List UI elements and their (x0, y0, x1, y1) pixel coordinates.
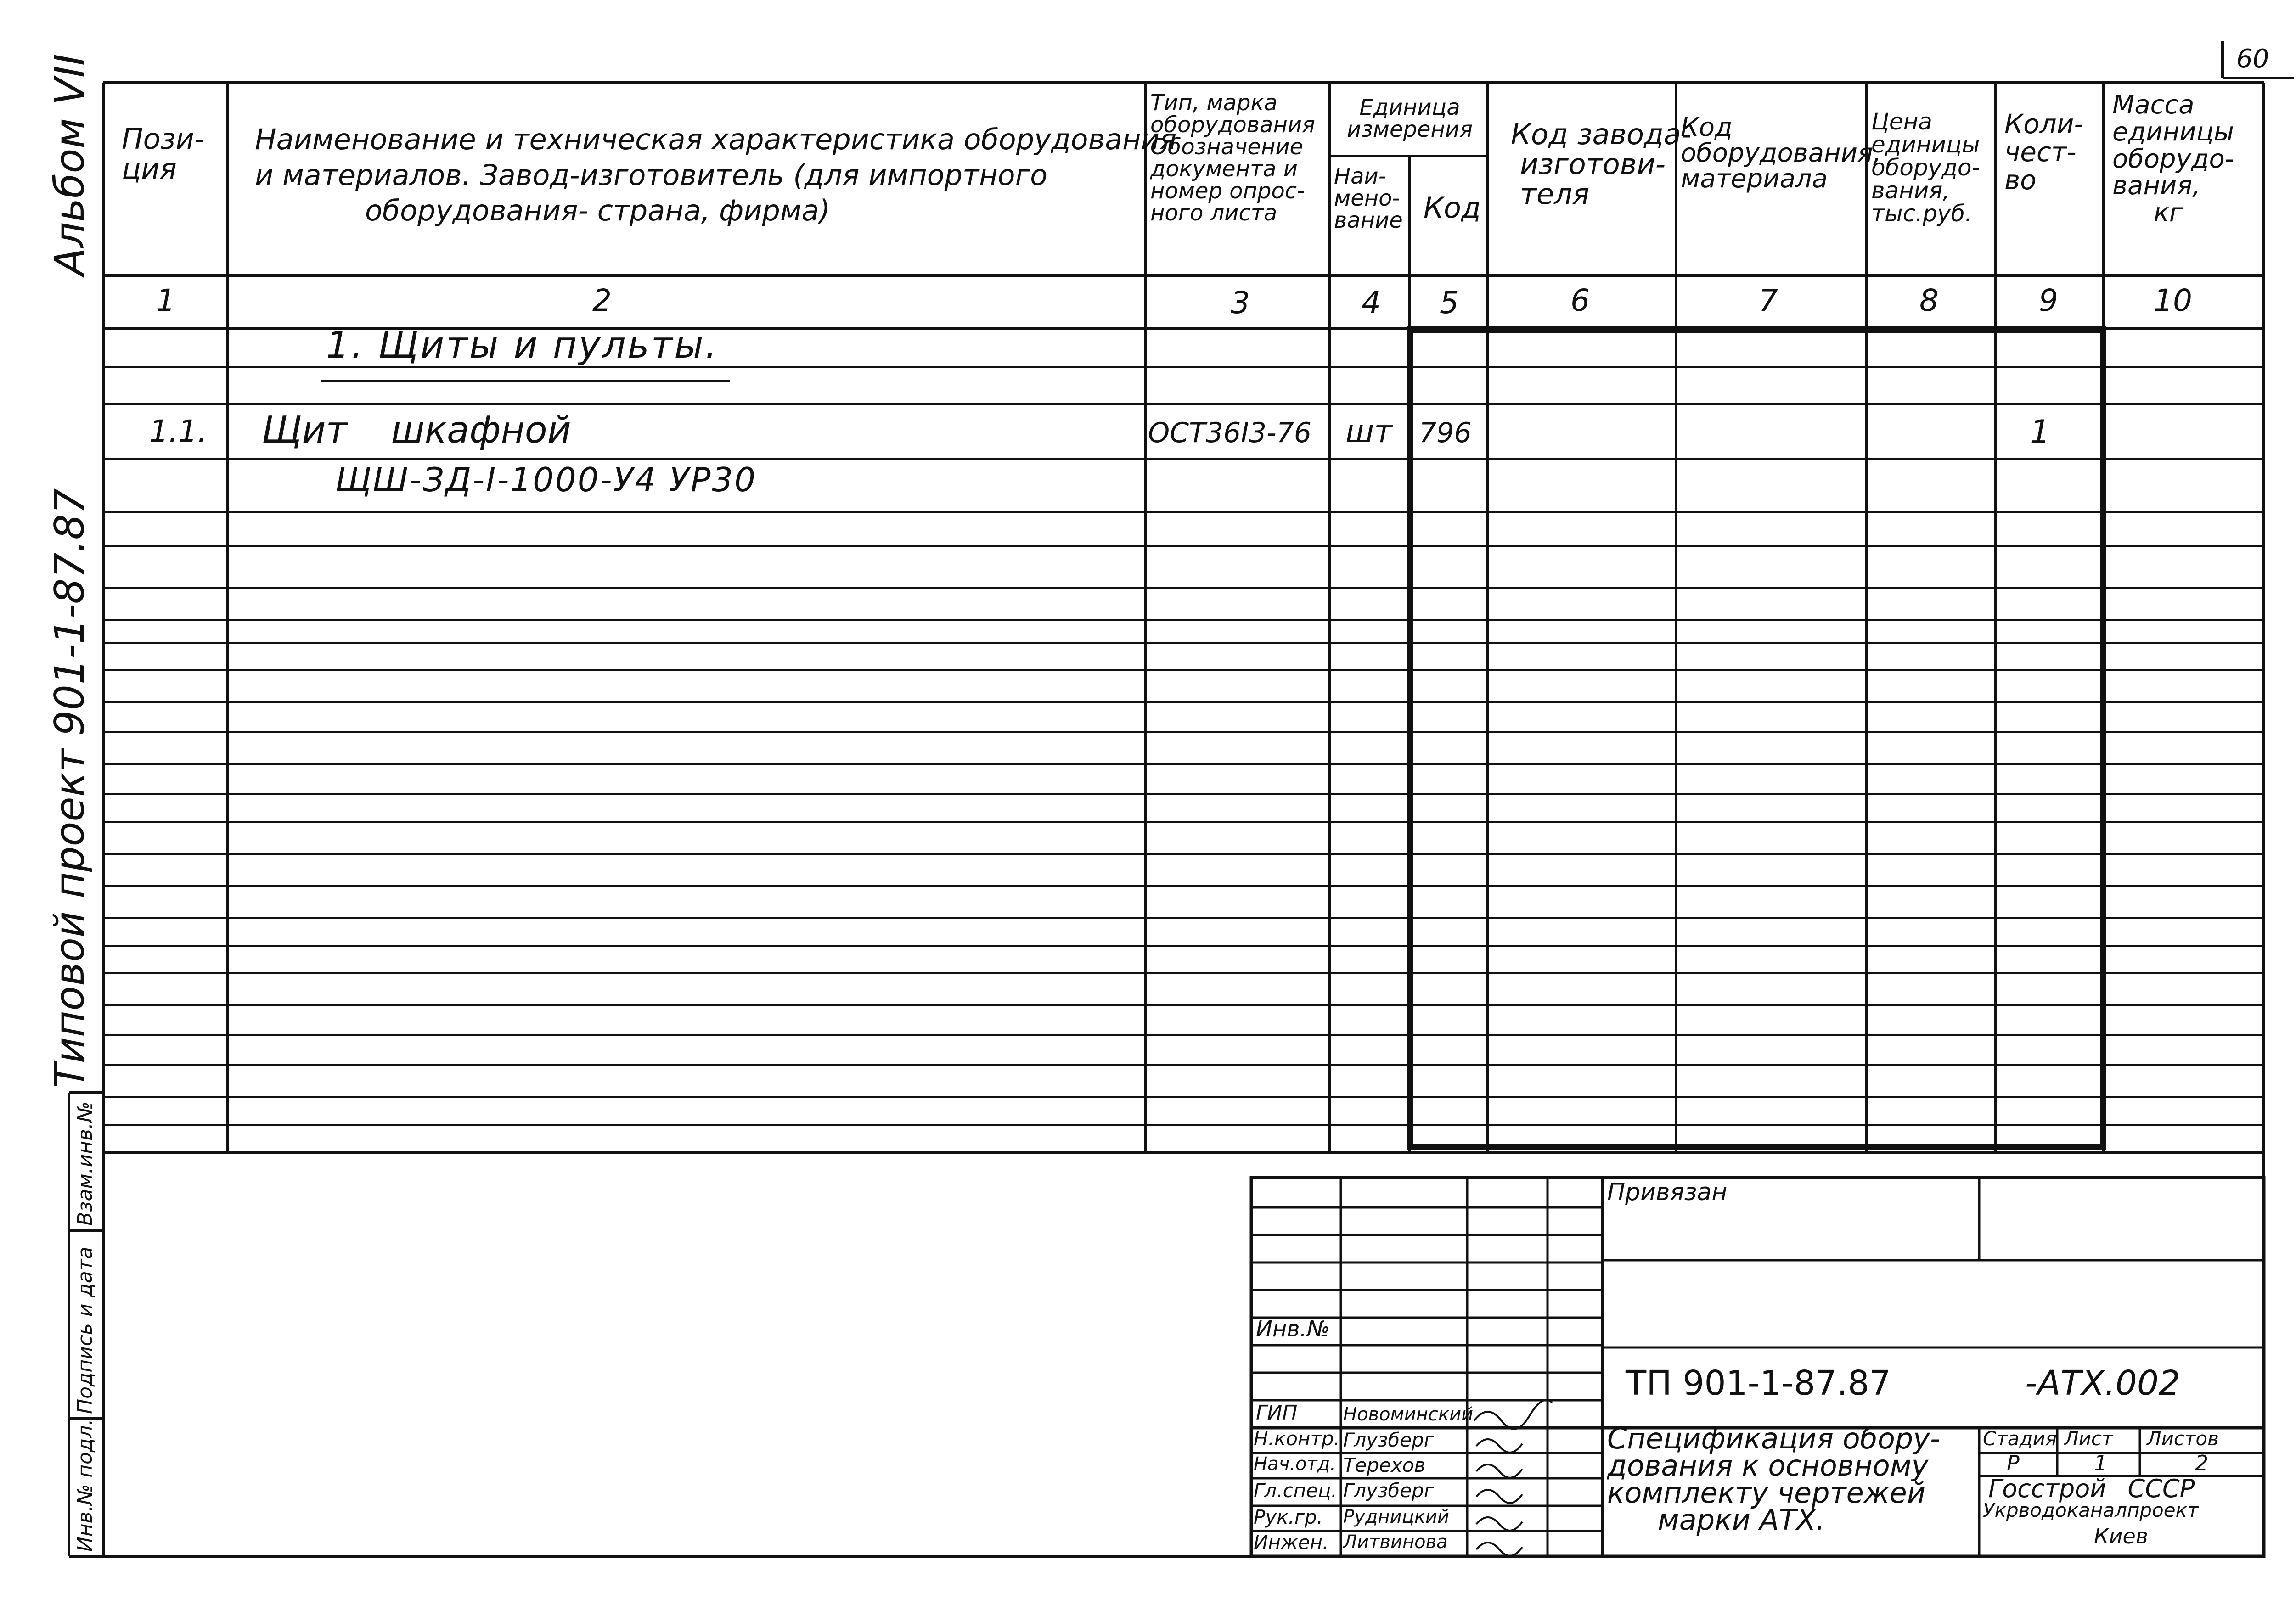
stamp-name-0: Новоминский (1343, 1404, 1474, 1425)
stamp-role-1: Н.контр. (1254, 1427, 1340, 1450)
header-unit-code: Код (1424, 191, 1481, 224)
col-number-10: 10 (2154, 283, 2192, 318)
header-type: Тип, марка оборудования Обозначение документа и номер опрос- ного листа (1150, 90, 1315, 226)
podpis-data-label: Подпись и дата (73, 1246, 97, 1414)
row-type: ОСТ36I3-76 (1148, 417, 1311, 449)
header-position: Пози- ция (122, 122, 205, 186)
stamp-role-2: Нач.отд. (1254, 1453, 1336, 1475)
stamp-role-4: Рук.гр. (1254, 1506, 1323, 1528)
col-number-9: 9 (2039, 283, 2058, 318)
stamp-inv-no: Инв.№ (1256, 1316, 1330, 1342)
header-equipment-code: Код оборудования, материала (1681, 112, 1881, 194)
header-unit-name: Наи- мено- вание (1334, 163, 1403, 233)
stamp-role-3: Гл.спец. (1254, 1479, 1337, 1502)
header-unit-group: Единица измерения (1347, 95, 1473, 142)
stamp-list: 1 (2094, 1451, 2108, 1476)
col-number-6: 6 (1570, 283, 1590, 318)
stamp-name-4: Рудницкий (1343, 1506, 1449, 1527)
header-factory-code: Код завода- изготови- теля (1511, 118, 1692, 211)
stamp-name-3: Глузберг (1343, 1479, 1434, 1502)
stamp-doc-suffix: -АТХ.002 (2025, 1364, 2180, 1403)
stamp-org3: Киев (2094, 1524, 2148, 1549)
stamp-org1: Госстрой СССР (1988, 1474, 2195, 1503)
header-name: Наименование и техническая характеристика оборудования и материалов. Завод-изготовитель (для импортного оборудования- страна, фирма) (255, 123, 1177, 227)
row-unit-code: 796 (1419, 417, 1472, 449)
row-name-line2: ЩШ-ЗД-I-1000-У4 УР30 (335, 460, 757, 499)
stamp-role-5: Инжен. (1254, 1531, 1329, 1554)
col-number-4: 4 (1362, 285, 1381, 320)
header-mass: Масса единицы оборудо- вания, кг (2112, 90, 2234, 228)
stamp-listov: 2 (2195, 1451, 2209, 1476)
stamp-name-2: Терехов (1343, 1454, 1426, 1476)
stamp-doc-code: ТП 901-1-87.87 (1626, 1364, 1891, 1403)
stamp-privyazan: Привязан (1607, 1178, 1728, 1206)
project-label: Типовой проект 901-1-87.87 (46, 488, 93, 1088)
stamp-listov-label: Листов (2147, 1427, 2219, 1450)
header-price: Цена единицы оборудо- вания, тыс.руб. (1871, 108, 1980, 227)
row-quantity: 1 (2030, 413, 2050, 451)
stamp-name-1: Глузберг (1343, 1429, 1434, 1451)
row-name: Щит шкафной (262, 409, 571, 451)
col-number-2: 2 (592, 283, 612, 318)
vzam-inv-label: Взам.инв.№ (73, 1101, 97, 1226)
col-number-3: 3 (1231, 285, 1250, 320)
row-unit: шт (1345, 414, 1392, 450)
section-title: 1. Щиты и пульты. (326, 324, 719, 366)
album-label: Альбом VII (46, 54, 93, 275)
stamp-stadia-label: Стадия (1983, 1427, 2057, 1450)
stamp-role-0: ГИП (1256, 1401, 1298, 1425)
stamp-list-label: Лист (2064, 1427, 2113, 1450)
inv-podl-label: Инв.№ подл. (73, 1419, 97, 1552)
col-number-5: 5 (1440, 285, 1459, 320)
stamp-org2: Укрводоканалпроект (1983, 1499, 2199, 1521)
col-number-8: 8 (1919, 283, 1939, 318)
sheet-number: 60 (2236, 44, 2269, 74)
stamp-doc-title: Спецификация обору- дования к основному комплекту чертежей марки АТХ. (1607, 1422, 1941, 1537)
stamp-name-5: Литвинова (1343, 1532, 1448, 1553)
col-number-7: 7 (1759, 283, 1778, 318)
stamp-stadia: Р (2007, 1451, 2020, 1476)
col-number-1: 1 (156, 283, 175, 318)
header-quantity: Коли- чест- во (2004, 108, 2084, 196)
row-position: 1.1. (149, 414, 207, 449)
